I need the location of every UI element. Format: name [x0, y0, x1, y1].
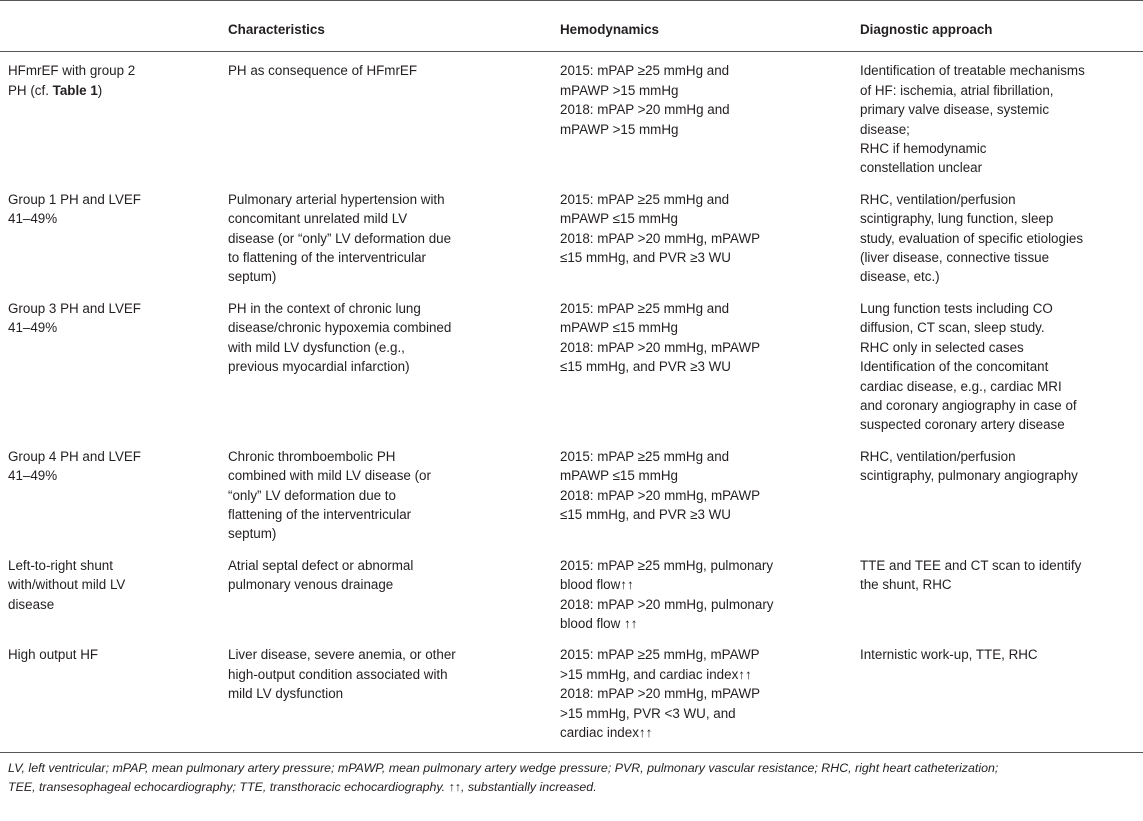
cell-line — [860, 377, 1143, 396]
cell-line — [560, 190, 860, 209]
cell-line — [228, 684, 560, 703]
text: “only” LV deformation due to — [228, 487, 396, 503]
cell-line — [560, 81, 860, 100]
text: mild LV dysfunction — [228, 686, 344, 702]
footnote-line: LV, left ventricular; mPAP, mean pulmonary artery pressure; mPAWP, mean pulmonary artery wedge pressure; PVR, pulmonary vascular resistance; RHC, right heart catheterization; — [8, 761, 999, 776]
cell-condition — [0, 52, 228, 184]
text: scintigraphy, lung function, sleep — [860, 211, 1054, 227]
text: 2018: mPAP >20 mmHg, mPAWP — [560, 487, 761, 503]
table-reference: Table 1 — [52, 82, 98, 98]
text: the shunt, RHC — [860, 577, 952, 593]
cell-hemodynamics — [560, 639, 860, 753]
cell-hemodynamics — [560, 550, 860, 640]
text: HFmrEF with group 2 — [8, 63, 136, 79]
text: Group 3 PH and LVEF — [8, 300, 141, 316]
text: suspected coronary artery disease — [860, 417, 1065, 433]
text: PH in the context of chronic lung — [228, 300, 421, 316]
text: 2018: mPAP >20 mmHg and — [560, 102, 730, 118]
cell-line — [8, 575, 228, 594]
cell-diagnostic-approach — [860, 293, 1143, 441]
cell-characteristics — [228, 293, 560, 441]
cell-line — [560, 486, 860, 505]
cell-characteristics — [228, 550, 560, 640]
cell-line — [8, 190, 228, 209]
cell-diagnostic-approach — [860, 639, 1143, 753]
text: >15 mmHg, PVR <3 WU, and — [560, 705, 736, 721]
cell-line — [228, 248, 560, 267]
header-characteristics: Characteristics — [228, 1, 560, 52]
cell-line — [8, 645, 228, 664]
cell-line — [560, 299, 860, 318]
cell-line — [860, 396, 1143, 415]
text: disease — [8, 596, 55, 612]
cell-line — [860, 158, 1143, 177]
text: Group 4 PH and LVEF — [8, 448, 141, 464]
text: 2015: mPAP ≥25 mmHg, pulmonary — [560, 557, 774, 573]
cell-condition — [0, 639, 228, 753]
cell-line — [860, 81, 1143, 100]
table-row — [0, 293, 1143, 441]
cell-line — [560, 505, 860, 524]
cell-line — [560, 338, 860, 357]
cell-characteristics — [228, 184, 560, 293]
text: RHC if hemodynamic — [860, 141, 987, 157]
cell-line — [560, 595, 860, 614]
text: with mild LV dysfunction (e.g., — [228, 339, 405, 355]
text: Liver disease, severe anemia, or other — [228, 647, 456, 663]
cell-line — [228, 209, 560, 228]
cell-line — [8, 81, 228, 100]
text: 41–49% — [8, 211, 58, 227]
text: TTE and TEE and CT scan to identify — [860, 557, 1082, 573]
cell-condition — [0, 293, 228, 441]
header-hemodynamics: Hemodynamics — [560, 1, 860, 52]
header-empty — [0, 1, 228, 52]
cell-line — [860, 61, 1143, 80]
cell-line — [860, 120, 1143, 139]
cell-line — [560, 723, 860, 742]
text: Lung function tests including CO — [860, 300, 1053, 316]
table-row — [0, 441, 1143, 550]
cell-line — [560, 704, 860, 723]
text: scintigraphy, pulmonary angiography — [860, 468, 1078, 484]
cell-line — [560, 318, 860, 337]
cell-line — [860, 645, 1143, 664]
cell-line — [860, 466, 1143, 485]
text: mPAWP >15 mmHg — [560, 121, 679, 137]
cell-line — [228, 267, 560, 286]
cell-line — [860, 357, 1143, 376]
text: 2015: mPAP ≥25 mmHg and — [560, 300, 730, 316]
text: Identification of the concomitant — [860, 359, 1049, 375]
cell-hemodynamics — [560, 441, 860, 550]
cell-line — [228, 524, 560, 543]
cell-line — [8, 299, 228, 318]
cell-line — [560, 120, 860, 139]
text: diffusion, CT scan, sleep study. — [860, 320, 1045, 336]
cell-diagnostic-approach — [860, 184, 1143, 293]
cell-line — [860, 248, 1143, 267]
cell-line — [228, 299, 560, 318]
cell-condition — [0, 184, 228, 293]
cell-line — [860, 190, 1143, 209]
text: septum) — [228, 269, 277, 285]
cell-line — [860, 209, 1143, 228]
text: ) — [97, 82, 103, 98]
text: PH as consequence of HFmrEF — [228, 63, 418, 79]
text: High output HF — [8, 647, 99, 663]
text: of HF: ischemia, atrial fibrillation, — [860, 82, 1054, 98]
text: and coronary angiography in case of — [860, 397, 1077, 413]
cell-line — [860, 575, 1143, 594]
cell-line — [228, 447, 560, 466]
text: ≤15 mmHg, and PVR ≥3 WU — [560, 359, 731, 375]
cell-line — [560, 100, 860, 119]
text: 2015: mPAP ≥25 mmHg and — [560, 63, 730, 79]
cell-characteristics — [228, 52, 560, 184]
text: mPAWP ≤15 mmHg — [560, 468, 678, 484]
cell-line — [8, 318, 228, 337]
text: (liver disease, connective tissue — [860, 250, 1050, 266]
header-diagnostic-approach: Diagnostic approach — [860, 1, 1143, 52]
text: Group 1 PH and LVEF — [8, 191, 141, 207]
cell-line — [560, 209, 860, 228]
cell-line — [860, 139, 1143, 158]
cell-hemodynamics — [560, 52, 860, 184]
text: Pulmonary arterial hypertension with — [228, 191, 445, 207]
text: RHC only in selected cases — [860, 339, 1024, 355]
text: cardiac disease, e.g., cardiac MRI — [860, 378, 1062, 394]
cell-line — [560, 357, 860, 376]
cell-diagnostic-approach — [860, 52, 1143, 184]
cell-characteristics — [228, 639, 560, 753]
cell-line — [560, 575, 860, 594]
cell-line — [560, 645, 860, 664]
cell-line — [560, 466, 860, 485]
text: 2018: mPAP >20 mmHg, mPAWP — [560, 339, 761, 355]
cell-line — [228, 665, 560, 684]
footnote-line: TEE, transesophageal echocardiography; TTE, transthoracic echocardiography. ↑↑, substantially increased. — [8, 780, 597, 795]
text: disease, etc.) — [860, 269, 940, 285]
cell-diagnostic-approach — [860, 441, 1143, 550]
cell-line — [8, 556, 228, 575]
footnote — [0, 753, 1143, 797]
text: RHC, ventilation/perfusion — [860, 448, 1016, 464]
text: pulmonary venous drainage — [228, 577, 394, 593]
cell-line — [560, 684, 860, 703]
text: 41–49% — [8, 320, 58, 336]
cell-line — [228, 190, 560, 209]
text: ≤15 mmHg, and PVR ≥3 WU — [560, 250, 731, 266]
text: disease/chronic hypoxemia combined — [228, 320, 452, 336]
text: mPAWP ≤15 mmHg — [560, 320, 678, 336]
text: disease; — [860, 121, 910, 137]
cell-line — [228, 357, 560, 376]
cell-line — [860, 556, 1143, 575]
cell-line — [228, 645, 560, 664]
cell-line — [860, 318, 1143, 337]
cell-hemodynamics — [560, 184, 860, 293]
cell-line — [860, 229, 1143, 248]
text: 41–49% — [8, 468, 58, 484]
cell-line — [228, 318, 560, 337]
cell-characteristics — [228, 441, 560, 550]
text: concomitant unrelated mild LV — [228, 211, 408, 227]
text: primary valve disease, systemic — [860, 102, 1050, 118]
text: blood flow↑↑ — [560, 577, 634, 593]
table-body — [0, 52, 1143, 753]
cell-line — [8, 61, 228, 80]
text: Left-to-right shunt — [8, 557, 113, 573]
text: RHC, ventilation/perfusion — [860, 191, 1016, 207]
table-row — [0, 550, 1143, 640]
text: cardiac index↑↑ — [560, 725, 653, 740]
text: ≤15 mmHg, and PVR ≥3 WU — [560, 506, 731, 522]
cell-line — [560, 614, 860, 633]
cell-line — [228, 466, 560, 485]
table-row — [0, 52, 1143, 184]
text: high-output condition associated with — [228, 666, 448, 682]
text: 2015: mPAP ≥25 mmHg, mPAWP — [560, 647, 760, 663]
cell-line — [228, 338, 560, 357]
cell-line — [560, 447, 860, 466]
cell-line — [560, 248, 860, 267]
text: mPAWP >15 mmHg — [560, 82, 679, 98]
cell-line — [228, 486, 560, 505]
cell-line — [560, 229, 860, 248]
text: disease (or “only” LV deformation due — [228, 230, 452, 246]
text: 2015: mPAP ≥25 mmHg and — [560, 191, 730, 207]
text: 2015: mPAP ≥25 mmHg and — [560, 448, 730, 464]
cell-line — [860, 447, 1143, 466]
text: constellation unclear — [860, 160, 983, 176]
text: Atrial septal defect or abnormal — [228, 557, 414, 573]
cell-line — [860, 338, 1143, 357]
cell-line — [560, 665, 860, 684]
table-row — [0, 184, 1143, 293]
text: >15 mmHg, and cardiac index↑↑ — [560, 666, 752, 682]
cell-line — [860, 100, 1143, 119]
cell-line — [228, 556, 560, 575]
text: Identification of treatable mechanisms — [860, 63, 1085, 79]
text: septum) — [228, 526, 277, 542]
cell-line — [228, 505, 560, 524]
cell-line — [228, 61, 560, 80]
cell-line — [8, 466, 228, 485]
cell-line — [8, 447, 228, 466]
cell-line — [560, 61, 860, 80]
text: mPAWP ≤15 mmHg — [560, 211, 678, 227]
cell-line — [860, 415, 1143, 434]
text: PH (cf. — [8, 82, 53, 98]
text: Internistic work-up, TTE, RHC — [860, 647, 1038, 663]
cell-line — [860, 299, 1143, 318]
header-row — [0, 1, 1143, 52]
text: blood flow ↑↑ — [560, 615, 638, 631]
text: 2018: mPAP >20 mmHg, pulmonary — [560, 596, 774, 612]
text: combined with mild LV disease (or — [228, 468, 431, 484]
cell-line — [228, 229, 560, 248]
cell-line — [8, 209, 228, 228]
cell-diagnostic-approach — [860, 550, 1143, 640]
text: with/without mild LV — [8, 577, 126, 593]
text: previous myocardial infarction) — [228, 359, 410, 375]
text: flattening of the interventricular — [228, 506, 412, 522]
text: to flattening of the interventricular — [228, 250, 426, 266]
text: 2018: mPAP >20 mmHg, mPAWP — [560, 686, 761, 702]
cell-line — [8, 595, 228, 614]
cell-hemodynamics — [560, 293, 860, 441]
cell-condition — [0, 550, 228, 640]
table-row — [0, 639, 1143, 753]
text: 2018: mPAP >20 mmHg, mPAWP — [560, 230, 761, 246]
cell-condition — [0, 441, 228, 550]
cell-line — [228, 575, 560, 594]
text: study, evaluation of specific etiologies — [860, 230, 1084, 246]
cell-line — [860, 267, 1143, 286]
cell-line — [560, 556, 860, 575]
text: Chronic thromboembolic PH — [228, 448, 396, 464]
